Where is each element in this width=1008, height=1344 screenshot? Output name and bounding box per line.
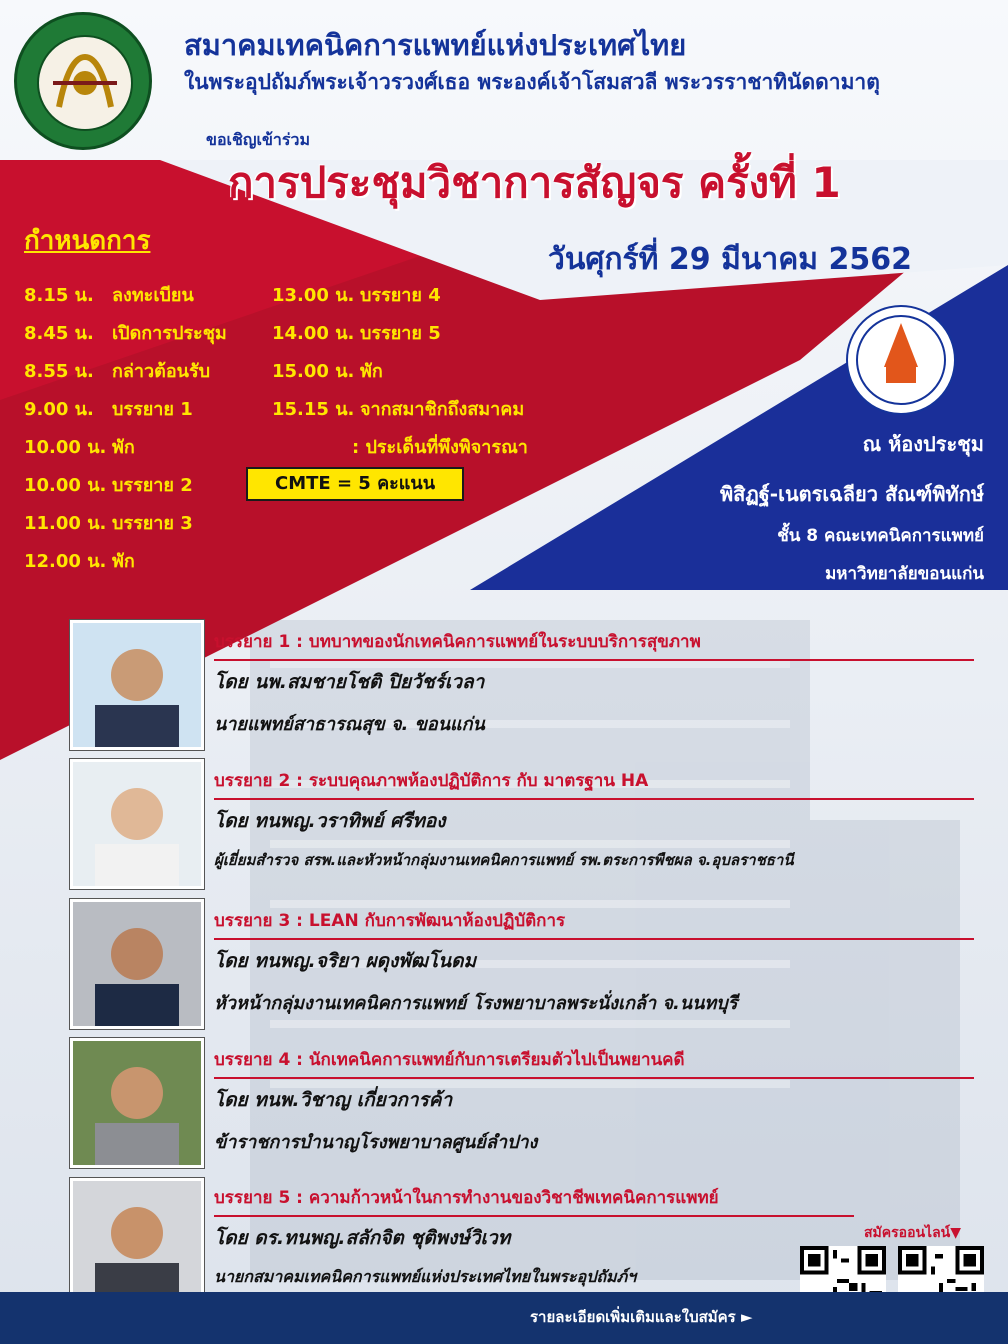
footer-bar bbox=[0, 1292, 1008, 1344]
cmte-badge: CMTE = 5 คะแนน bbox=[246, 467, 464, 501]
lecture-position: ข้าราชการบำนาญโรงพยาบาลศูนย์ลำปาง bbox=[214, 1132, 538, 1153]
schedule-row: 11.00 น. บรรยาย 3 bbox=[24, 513, 193, 534]
lecture-block bbox=[214, 1046, 974, 1156]
lecture-speaker: โดย ทนพ.วิชาญ เกี่ยวการค้า bbox=[214, 1089, 453, 1111]
lecture-block bbox=[214, 1184, 854, 1290]
schedule-row: 14.00 น. บรรยาย 5 bbox=[272, 323, 441, 344]
schedule-row: 13.00 น. บรรยาย 4 bbox=[272, 285, 441, 306]
university-logo bbox=[846, 305, 956, 415]
lecture-block bbox=[214, 767, 974, 872]
lecture-speaker: โดย ดร.ทนพญ.สลักจิต ชุติพงษ์วิเวท bbox=[214, 1227, 511, 1249]
lecture-speaker: โดย ทนพญ.จริยา ผดุงพัฒโนดม bbox=[214, 950, 476, 972]
schedule-row: 10.00 น. บรรยาย 2 bbox=[24, 475, 193, 496]
schedule-row: 8.55 น. กล่าวต้อนรับ bbox=[24, 361, 211, 382]
schedule-row: : ประเด็นที่พึงพิจารณา bbox=[352, 437, 528, 458]
lecture-position: ผู้เยี่ยมสำรวจ สรพ.และหัวหน้ากลุ่มงานเทคนิคการแพทย์ รพ.ตระการพืชผล จ.อุบลราชธานี bbox=[214, 851, 794, 869]
lecture-speaker: โดย ทนพญ.วราทิพย์ ศรีทอง bbox=[214, 810, 446, 832]
lecture-block bbox=[214, 628, 974, 738]
speaker-photo bbox=[70, 1038, 204, 1168]
speaker-photo bbox=[70, 620, 204, 750]
venue-room: พิสิฏฐ์-เนตรเฉลียว สัณฑ์พิทักษ์ bbox=[719, 482, 984, 506]
association-name: สมาคมเทคนิคการแพทย์แห่งประเทศไทย bbox=[184, 28, 687, 62]
schedule-row: 8.45 น. เปิดการประชุม bbox=[24, 323, 227, 344]
association-logo bbox=[14, 12, 152, 150]
schedule-row: 10.00 น. พัก bbox=[24, 437, 135, 458]
invite-text: ขอเชิญเข้าร่วม bbox=[206, 130, 311, 149]
lecture-position: นายแพทย์สาธารณสุข จ. ขอนแก่น bbox=[214, 714, 485, 735]
conference-title: การประชุมวิชาการสัญจร ครั้งที่ 1 bbox=[228, 158, 841, 207]
event-date: วันศุกร์ที่ 29 มีนาคม 2562 bbox=[548, 242, 912, 277]
venue-line1: ณ ห้องประชุม bbox=[862, 432, 984, 456]
schedule-row: 12.00 น. พัก bbox=[24, 551, 135, 572]
schedule-row: 15.00 น. พัก bbox=[272, 361, 383, 382]
lecture-title: บรรยาย 3 : LEAN กับการพัฒนาห้องปฏิบัติการ bbox=[214, 907, 974, 940]
logo-emblem bbox=[37, 35, 133, 131]
speaker-photo bbox=[70, 759, 204, 889]
lecture-title: บรรยาย 1 : บทบาทของนักเทคนิคการแพทย์ในระบบบริการสุขภาพ bbox=[214, 628, 974, 661]
lecture-block bbox=[214, 907, 974, 1017]
association-patronage: ในพระอุปถัมภ์พระเจ้าวรวงศ์เธอ พระองค์เจ้าโสมสวลี พระวรราชาทินัดดามาตุ bbox=[184, 70, 880, 94]
footer-details-link[interactable]: รายละเอียดเพิ่มเติมและใบสมัคร ► bbox=[530, 1308, 753, 1326]
lecture-title: บรรยาย 5 : ความก้าวหน้าในการทำงานของวิชาชีพเทคนิคการแพทย์ bbox=[214, 1184, 854, 1217]
venue-university: มหาวิทยาลัยขอนแก่น bbox=[825, 564, 984, 584]
schedule-row: 8.15 น. ลงทะเบียน bbox=[24, 285, 194, 306]
venue-floor: ชั้น 8 คณะเทคนิคการแพทย์ bbox=[777, 526, 984, 546]
signup-label[interactable]: สมัครออนไลน์▼ bbox=[864, 1225, 962, 1241]
speaker-photo bbox=[70, 1178, 204, 1308]
speaker-photo bbox=[70, 899, 204, 1029]
schedule-row: 15.15 น. จากสมาชิกถึงสมาคม bbox=[272, 399, 525, 420]
schedule-title: กำหนดการ bbox=[24, 226, 151, 256]
lecture-position: นายกสมาคมเทคนิคการแพทย์แห่งประเทศไทยในพระอุปถัมภ์ฯ bbox=[214, 1267, 637, 1286]
lecture-title: บรรยาย 2 : ระบบคุณภาพห้องปฏิบัติการ กับ มาตรฐาน HA bbox=[214, 767, 974, 800]
lecture-position: หัวหน้ากลุ่มงานเทคนิคการแพทย์ โรงพยาบาลพระนั่งเกล้า จ.นนทบุรี bbox=[214, 993, 738, 1014]
lecture-speaker: โดย นพ.สมชายโชติ ปิยวัชร์เวลา bbox=[214, 671, 485, 693]
lecture-title: บรรยาย 4 : นักเทคนิคการแพทย์กับการเตรียมตัวไปเป็นพยานคดี bbox=[214, 1046, 974, 1079]
schedule-row: 9.00 น. บรรยาย 1 bbox=[24, 399, 193, 420]
